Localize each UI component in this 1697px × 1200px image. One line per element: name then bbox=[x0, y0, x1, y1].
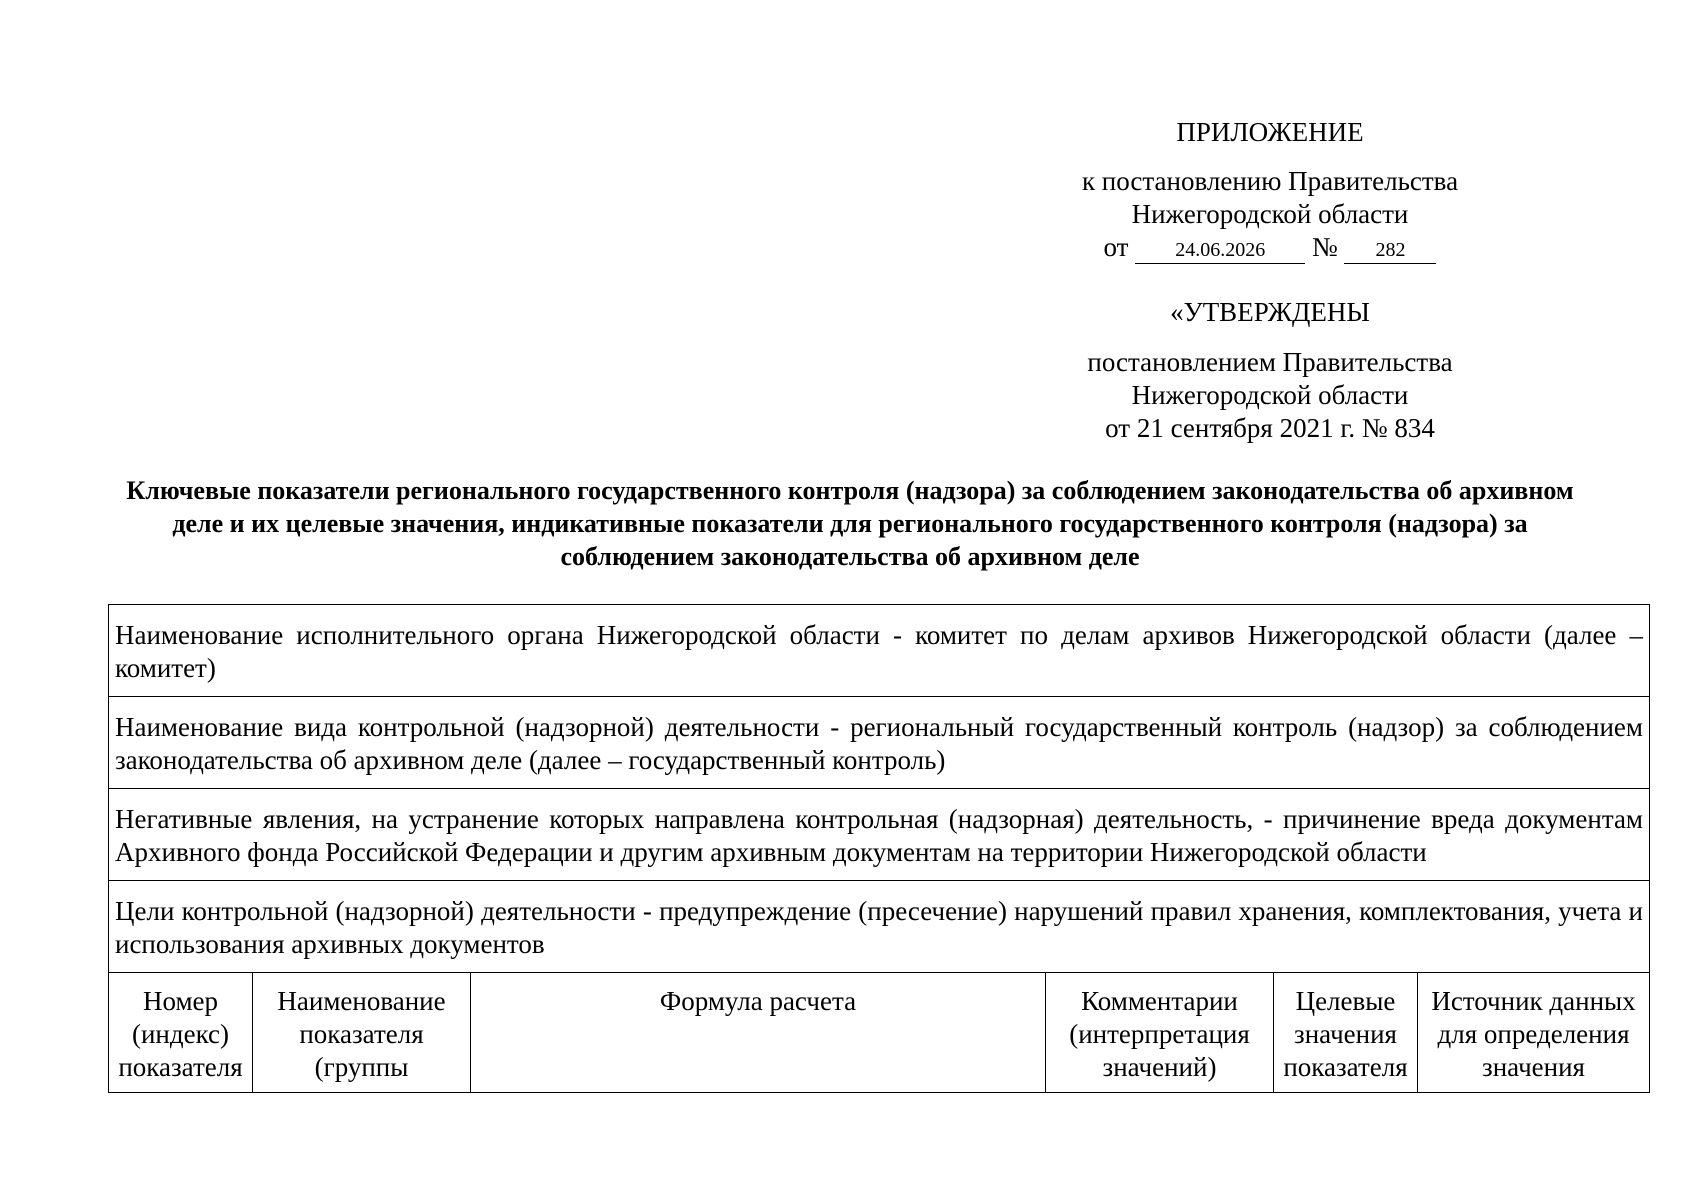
appendix-title bbox=[1040, 116, 1500, 149]
header-target-values: Целевые значения показателя bbox=[1274, 973, 1418, 1093]
number-sign: № bbox=[1311, 232, 1338, 262]
header-indicator-number: Номер (индекс) показателя bbox=[109, 973, 253, 1093]
document-title: Ключевые показатели регионального государственного контроля (надзора) за соблюдением законодательства об архивном деле и их целевые значения, индикативные показатели для регионального государственного контроля (надзора) за соблюдением законодательства об архивном деле bbox=[126, 476, 1574, 571]
date-prefix: от bbox=[1103, 232, 1129, 262]
info-cell-goals: Цели контрольной (надзорной) деятельности - предупреждение (пресечение) нарушений правил хранения, комплектования, учета и использования архивных документов bbox=[109, 881, 1650, 973]
approved-line-3: от 21 сентября 2021 г. № 834 bbox=[1105, 413, 1435, 443]
appendix-date-line bbox=[1040, 231, 1500, 264]
approved-line-1: постановлением Правительства bbox=[1087, 347, 1453, 377]
info-row-negative-phenomena bbox=[109, 789, 1650, 881]
approved-reference bbox=[1040, 346, 1500, 445]
info-cell-authority: Наименование исполнительного органа Нижегородской области - комитет по делам архивов Нижегородской области (далее – комитет) bbox=[109, 605, 1650, 697]
indicators-table bbox=[108, 604, 1650, 1093]
approved-title bbox=[1040, 296, 1500, 329]
table-header-row bbox=[109, 973, 1650, 1093]
resolution-number-field: 282 bbox=[1344, 237, 1436, 264]
header-formula: Формула расчета bbox=[471, 973, 1046, 1093]
header-indicator-name: Наименование показателя (группы bbox=[253, 973, 471, 1093]
header-data-source: Источник данных для определения значения bbox=[1418, 973, 1650, 1093]
resolution-date-field: 24.06.2026 bbox=[1135, 237, 1305, 264]
approved-line-2: Нижегородской области bbox=[1131, 380, 1409, 410]
header-comments: Комментарии (интерпретация значений) bbox=[1046, 973, 1274, 1093]
appendix-title-text: ПРИЛОЖЕНИЕ bbox=[1176, 117, 1364, 147]
info-cell-activity-type: Наименование вида контрольной (надзорной) деятельности - региональный государственный контроль (надзор) за соблюдением законодательства об архивном деле (далее – государственный контроль) bbox=[109, 697, 1650, 789]
approved-title-text: «УТВЕРЖДЕНЫ bbox=[1170, 297, 1370, 327]
info-cell-negative-phenomena: Негативные явления, на устранение которых направлена контрольная (надзорная) деятельность, - причинение вреда документам Архивного фонда Российской Федерации и другим архивным документам на территории Нижегородской области bbox=[109, 789, 1650, 881]
info-row-activity-type bbox=[109, 697, 1650, 789]
appendix-line-1: к постановлению Правительства bbox=[1081, 166, 1459, 196]
appendix-line-2: Нижегородской области bbox=[1131, 199, 1409, 229]
info-row-authority bbox=[109, 605, 1650, 697]
appendix-reference bbox=[1040, 165, 1500, 264]
info-row-goals bbox=[109, 881, 1650, 973]
